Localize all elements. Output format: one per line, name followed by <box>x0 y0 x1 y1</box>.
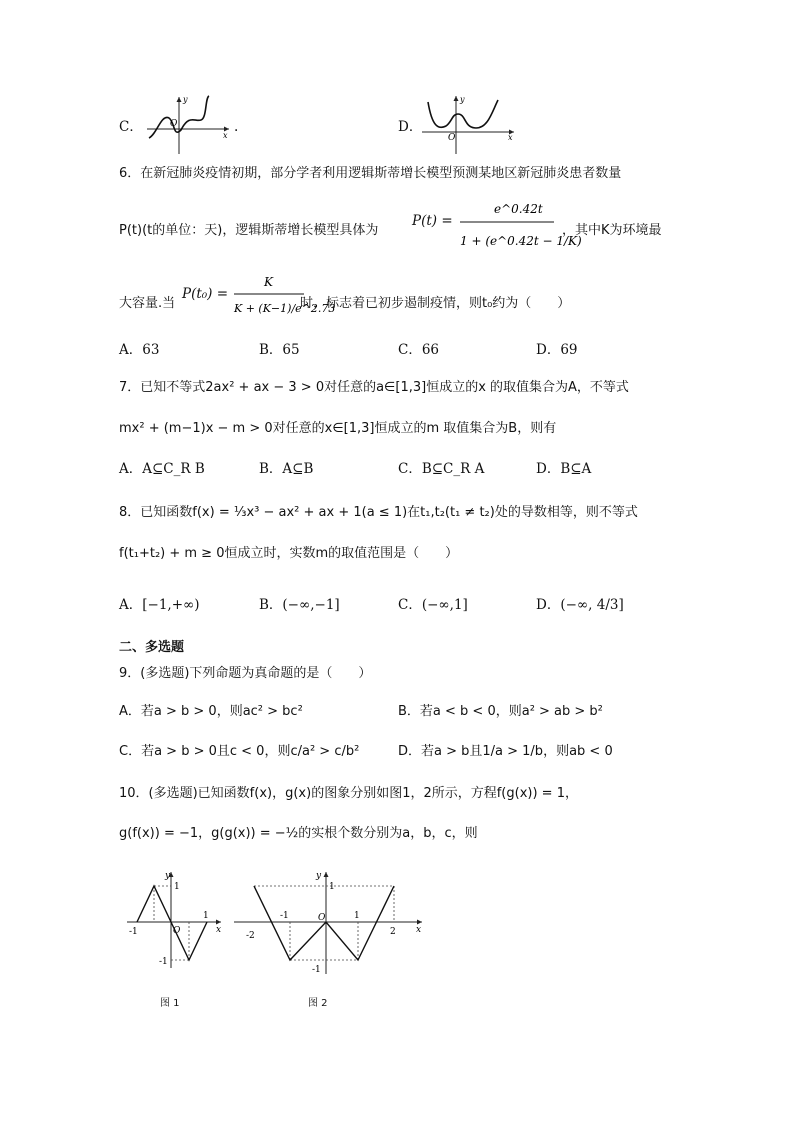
figure-1-x-label: x <box>216 925 222 935</box>
figure-2-tick-x2: 2 <box>390 927 396 937</box>
q8-option-a: A．[−1,+∞) <box>119 597 200 613</box>
q6-option-b: B．65 <box>259 342 300 358</box>
q7-option-c: C．B⊆C_R A <box>398 461 485 477</box>
q9-option-b: B．若a < b < 0，则a² > ab > b² <box>398 704 603 719</box>
q6-option-a: A．63 <box>119 342 160 358</box>
figure-2-graph <box>232 868 432 978</box>
figure-2-tick-xm2: -2 <box>246 931 255 941</box>
q7-line1: 7．已知不等式2ax² + ax − 3 > 0对任意的a∈[1,3]恒成立的x 的取值集合为A，不等式 <box>119 380 629 395</box>
q6-line3-end: 时，标志着已初步遏制疫情，则t₀约为（ ） <box>300 296 571 311</box>
q6-option-d: D．69 <box>536 342 578 358</box>
option-c-origin-label: O <box>170 119 178 129</box>
option-c-graph <box>143 94 233 158</box>
option-d-label: D． <box>398 119 423 135</box>
q6-formula2-denominator: K + (K−1)/e^2.73 <box>234 302 336 315</box>
figure-1-tick-x1: 1 <box>203 911 209 921</box>
figure-2-tick-x1: 1 <box>354 911 360 921</box>
figure-2-tick-y1: 1 <box>329 882 335 892</box>
q6-option-c: C．66 <box>398 342 440 358</box>
q7-option-a: A．A⊆C_R B <box>119 461 205 477</box>
q9-option-d: D．若a > b且1/a > 1/b，则ab < 0 <box>398 744 613 759</box>
figure-2-origin: O <box>318 913 326 923</box>
q9-option-c: C．若a > b > 0且c < 0，则c/a² > c/b² <box>119 744 360 759</box>
figure-1-y-label: y <box>165 871 171 881</box>
q8-line1: 8．已知函数f(x) = ⅓x³ − ax² + ax + 1(a ≤ 1)在t₁,t₂(t₁ ≠ t₂)处的导数相等，则不等式 <box>119 505 638 520</box>
figure-2-tick-xm1: -1 <box>280 911 289 921</box>
figure-1-tick-xm1: -1 <box>129 927 138 937</box>
option-d-graph <box>418 92 518 156</box>
q10-line1: 10．(多选题)已知函数f(x)，g(x)的图象分别如图1，2所示，方程f(g(x)) = 1， <box>119 786 578 801</box>
figure-2-caption: 图 2 <box>308 998 328 1009</box>
q6-formula-numerator: e^0.42t <box>494 202 543 216</box>
option-d-y-label: y <box>460 95 465 104</box>
option-c-x-label: x <box>223 131 228 140</box>
q7-option-d: D．B⊆A <box>536 461 592 477</box>
q6-formula2-numerator: K <box>264 275 273 289</box>
figure-2-tick-ym1: -1 <box>312 965 321 975</box>
q7-line2: mx² + (m−1)x − m > 0对任意的x∈[1,3]恒成立的m 取值集合为B，则有 <box>119 421 557 436</box>
figure-1-tick-y1: 1 <box>174 882 180 892</box>
q8-option-d: D．(−∞, 4/3] <box>536 597 624 613</box>
option-d-origin-label: O <box>448 133 456 143</box>
q6-formula-fraction <box>458 200 582 258</box>
option-c-label: C． <box>119 119 143 135</box>
q6-line3-start: 大容量.当 <box>119 296 176 311</box>
q8-option-b: B．(−∞,−1] <box>259 597 340 613</box>
option-c-dot: . <box>234 119 239 135</box>
figure-1-origin: O <box>173 926 181 936</box>
q7-option-b: B．A⊆B <box>259 461 314 477</box>
q6-formula2-lhs: P(t₀) = <box>182 286 229 302</box>
q6-formula-lhs: P(t) = <box>412 213 453 229</box>
option-c-y-label: y <box>183 95 188 104</box>
figure-2-x-label: x <box>416 925 422 935</box>
option-d-x-label: x <box>508 133 513 142</box>
figure-2-y-label: y <box>316 871 322 881</box>
figure-1-caption: 图 1 <box>160 998 180 1009</box>
q9-line1: 9．(多选题)下列命题为真命题的是（ ） <box>119 666 372 681</box>
q10-line2: g(f(x)) = −1，g(g(x)) = −½的实根个数分别为a，b，c，则 <box>119 826 478 841</box>
q6-line1: 6．在新冠肺炎疫情初期，部分学者利用逻辑斯蒂增长模型预测某地区新冠肺炎患者数量 <box>119 166 622 181</box>
q6-line2-start: P(t)(t的单位：天)，逻辑斯蒂增长模型具体为 <box>119 223 379 238</box>
figure-1-tick-ym1: -1 <box>159 957 168 967</box>
q6-formula2-fraction <box>232 272 336 328</box>
q6-formula-denominator: 1 + (e^0.42t − 1/K) <box>460 234 582 248</box>
figure-1-graph <box>125 868 225 978</box>
q8-line2: f(t₁+t₂) + m ≥ 0恒成立时，实数m的取值范围是（ ） <box>119 546 459 561</box>
q8-option-c: C．(−∞,1] <box>398 597 468 613</box>
section-title-multiple-choice: 二、多选题 <box>119 640 185 655</box>
q6-line2-end: ，其中K为环境最 <box>562 223 662 238</box>
q9-option-a: A．若a > b > 0，则ac² > bc² <box>119 704 303 719</box>
